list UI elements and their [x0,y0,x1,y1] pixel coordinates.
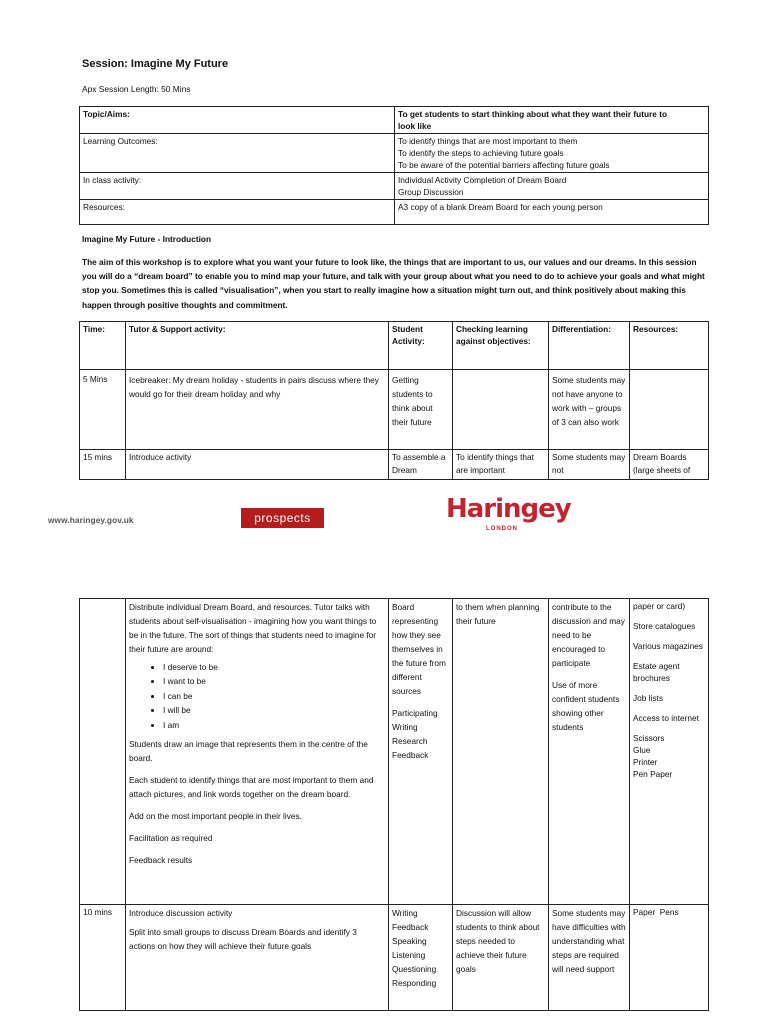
resource-item: Store catalogues [633,621,696,631]
student-skill: Listening [392,950,426,960]
header-differentiation: Differentiation: [549,322,630,370]
info-row-outcomes [80,134,709,173]
tutor-paragraph: Students draw an image that represents them in the centre of the board. [129,739,368,764]
affirmation-list [129,660,385,732]
tutor-paragraph: Feedback results [129,855,193,866]
header-checking: Checking learning against objectives: [453,322,549,370]
row-tutor: Introduce activity [126,450,389,480]
intro-heading: Imagine My Future - Introduction [82,234,212,244]
row-resources: Dream Boards (large sheets of [630,450,709,480]
header-resources: Resources: [630,322,709,370]
row-resources [630,599,709,905]
resource-item: Glue [633,745,651,755]
differentiation-note: contribute to the discussion and may need to be encouraged to participate [552,602,625,668]
info-value-line: To get students to start thinking about what they want their future to [398,109,668,119]
tutor-intro: Distribute individual Dream Board, and resources. Tutor talks with students about self-visualisation - imagining how you want things to be in the future. The sort of things that students need to imagine for their future are around: [129,602,377,654]
row-differentiation: Some students may not have anyone to work with – groups of 3 can also work [549,370,630,450]
resource-item: Pen Paper [633,769,673,779]
row-tutor [126,599,389,905]
info-row-activity [80,173,709,200]
header-student: Student Activity: [389,322,453,370]
row-time: 10 mins [80,905,126,1011]
session-info-table [79,106,709,225]
tutor-paragraph: Each student to identify things that are most important to them and attach pictures, and link words together on the dream board. [129,775,374,800]
tutor-activity: Introduce discussion activity [129,908,233,918]
list-item: • I want to be [163,674,385,688]
list-item: • I deserve to be [163,660,385,674]
session-length: Apx Session Length: 50 Mins [82,84,191,94]
activity-row-dream-board [80,599,709,905]
info-value-line: To identify things that are most important to them [398,136,578,146]
session-title: Session: Imagine My Future [82,58,229,70]
row-differentiation: Some students may have difficulties with understanding what steps are required will need support [549,905,630,1011]
haringey-logo: Haringey [446,494,571,524]
row-time: 5 Mins [80,370,126,450]
student-skill: Questioning [392,964,437,974]
info-row-topic [80,107,709,134]
resource-item: Estate agent brochures [633,661,680,683]
row-time [80,599,126,905]
activity-header-row [80,322,709,370]
activity-row-icebreaker [80,370,709,450]
student-skill: Responding [392,978,437,988]
activity-table-continued [79,598,709,1011]
info-label: Learning Outcomes: [80,134,395,173]
row-student: Getting students to think about their future [389,370,453,450]
list-item: • I can be [163,689,385,703]
student-activity: Board representing how they see themselves in the future from different sources [392,602,446,696]
info-value-line: A3 copy of a blank Dream Board for each young person [398,202,603,212]
info-label: Resources: [80,200,395,225]
row-differentiation [549,599,630,905]
student-activity: Participating Writing Research Feedback [392,708,438,760]
row-student [389,599,453,905]
student-skill: Speaking [392,936,427,946]
info-value [395,107,709,134]
info-value-line: look like [398,121,432,131]
info-row-resources [80,200,709,225]
resource-item: Printer [633,757,658,767]
list-item: • I am [163,718,385,732]
info-value-line: Individual Activity Completion of Dream Board [398,175,567,185]
row-checking: Discussion will allow students to think about steps needed to achieve their future goals [453,905,549,1011]
differentiation-note: Use of more confident students showing other students [552,680,620,732]
info-value-line: To be aware of the potential barriers affecting future goals [398,160,610,170]
row-tutor: Icebreaker: My dream holiday - students in pairs discuss where they would go for their dream holiday and why [126,370,389,450]
resource-item: Various magazines [633,641,703,651]
info-value-line: To identify the steps to achieving future goals [398,148,564,158]
info-value [395,173,709,200]
tutor-paragraph: Facilitation as required [129,833,213,844]
student-skill: Feedback [392,922,429,932]
info-label: In class activity: [80,173,395,200]
resource-item: paper or card) [633,601,686,611]
haringey-website: www.haringey.gov.uk [48,515,134,525]
row-checking: To identify things that are important [453,450,549,480]
activity-row-introduce [80,450,709,480]
resource-item: Scissors [633,733,665,743]
row-checking: to them when planning their future [453,599,549,905]
header-time: Time: [80,322,126,370]
resource-item: Job lists [633,693,663,703]
row-resources: Paper Pens [630,905,709,1011]
row-tutor [126,905,389,1011]
info-value [395,200,709,225]
resource-item: Access to internet [633,713,699,723]
header-tutor: Tutor & Support activity: [126,322,389,370]
row-resources [630,370,709,450]
row-student: To assemble a Dream [389,450,453,480]
prospects-logo: prospects [241,508,324,528]
row-student [389,905,453,1011]
haringey-logo-sub: LONDON [486,526,518,532]
list-item: • I will be [163,703,385,717]
activity-table [79,321,709,480]
tutor-paragraph: Add on the most important people in their lives. [129,811,302,822]
info-value-line: Group Discussion [398,187,464,197]
activity-row-discussion [80,905,709,1011]
intro-body: The aim of this workshop is to explore what you want your future to look like, the things that are important to us, our values and our dreams. In this session you will do a “dream board” to enable you to mind map your future, and talk with your group about what you need to do to achieve your goals and what might stop you. Sometimes this is called “visualisation”, when you start to really imagine how a situation might turn out, and think positively about making this happen through positive thoughts and commitment. [82,257,705,310]
row-checking [453,370,549,450]
row-differentiation: Some students may not [549,450,630,480]
tutor-activity: Split into small groups to discuss Dream Boards and identify 3 actions on how they will achieve their future goals [129,927,357,951]
student-skill: Writing [392,908,418,918]
row-time: 15 mins [80,450,126,480]
info-label: Topic/Aims: [80,107,395,134]
info-value [395,134,709,173]
